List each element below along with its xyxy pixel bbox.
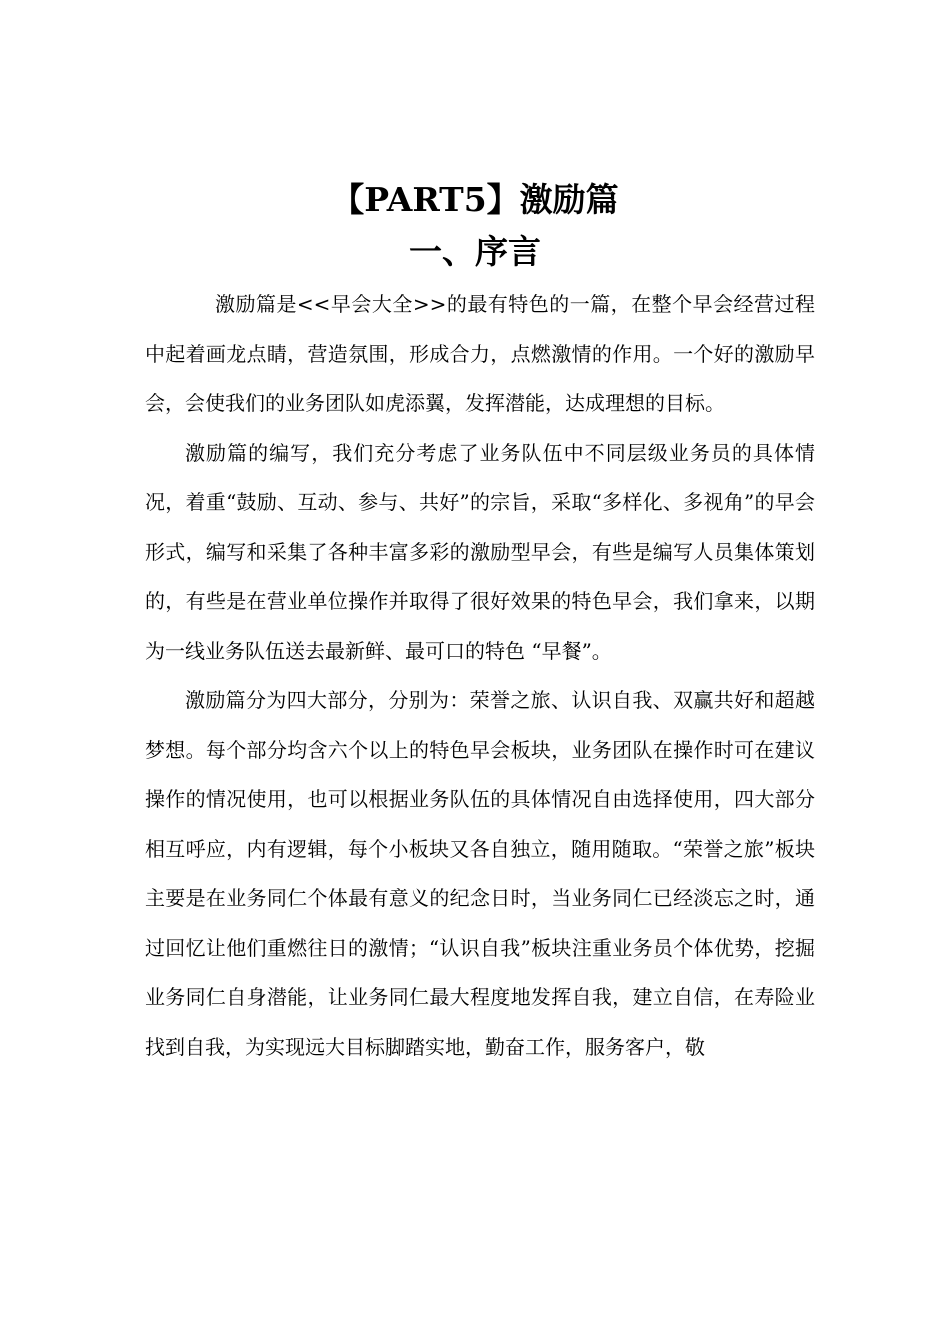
document-body (145, 280, 815, 1072)
paragraph-structure: 激励篇分为四大部分，分别为：荣誉之旅、认识自我、双赢共好和超越梦想。每个部分均含六个以上的特色早会板块，业务团队在操作时可在建议操作的情况使用，也可以根据业务队伍的具体情况自由选择使用，四大部分相互呼应，内有逻辑，每个小板块又各自独立，随用随取。“荣誉之旅”板块主要是在业务同仁个体最有意义的纪念日时，当业务同仁已经淡忘之时，通过回忆让他们重燃往日的激情；“认识自我”板块注重业务员个体优势，挖掘业务同仁自身潜能，让业务同仁最大程度地发挥自我，建立自信，在寿险业找到自我，为实现远大目标脚踏实地，勤奋工作，服务客户，敬 (145, 688, 815, 1059)
paragraph-compilation: 激励篇的编写，我们充分考虑了业务队伍中不同层级业务员的具体情况，着重“鼓励、互动、参与、共好”的宗旨，采取“多样化、多视角”的早会形式，编写和采集了各种丰富多彩的激励型早会，有些是编写人员集体策划的，有些是在营业单位操作并取得了很好效果的特色早会，我们拿来，以期为一线业务队伍送去最新鲜、最可口的特色 “早餐”。 (145, 440, 815, 663)
paragraph-intro: 激励篇是<<早会大全>>的最有特色的一篇，在整个早会经营过程中起着画龙点睛，营造氛围，形成合力，点燃激情的作用。一个好的激励早会，会使我们的业务团队如虎添翼，发挥潜能，达成理想的目标。 (145, 292, 815, 415)
section-heading: 一、序言 (409, 232, 541, 271)
document-title: 【PART5】激励篇 (331, 180, 619, 219)
